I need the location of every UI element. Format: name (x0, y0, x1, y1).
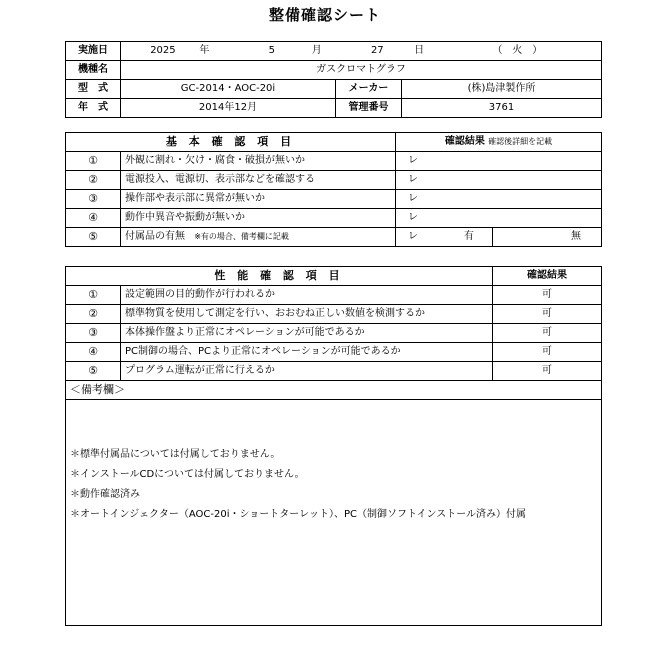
table-row (66, 171, 602, 190)
item-number: ② (66, 171, 121, 190)
accessory-note: ※有の場合、備考欄に記載 (194, 232, 289, 241)
table-row (66, 152, 602, 171)
performance-result-header: 確認結果 (493, 267, 602, 286)
item-text: 動作中異音や振動が無いか (121, 209, 396, 228)
performance-check-header: 性 能 確 認 項 目 (66, 267, 493, 286)
maker-label: メーカー (336, 80, 402, 99)
date-value (121, 42, 602, 61)
year-unit: 年 (199, 45, 210, 56)
remarks-header: ＜備考欄＞ (66, 381, 602, 400)
weekday-value: （ 火 ） (492, 45, 543, 56)
basic-result-label: 確認結果 (444, 136, 485, 147)
model-label: 機種名 (66, 61, 121, 80)
page-title: 整備確認シート (268, 6, 381, 24)
basic-result-note: 確認後詳細を記載 (488, 137, 553, 146)
item-text: 標準物質を使用して測定を行い、おおむね正しい数値を検測するか (121, 305, 493, 324)
item-result: レ (396, 190, 602, 209)
model-value: ガスクロマトグラフ (121, 61, 602, 80)
table-row (66, 190, 602, 209)
type-label: 型 式 (66, 80, 121, 99)
table-row (66, 343, 602, 362)
item-text: 設定範囲の目的動作が行われるか (121, 286, 493, 305)
accessory-text (121, 228, 396, 247)
table-row (66, 324, 602, 343)
table-row (66, 209, 602, 228)
item-number: ④ (66, 209, 121, 228)
table-row (66, 362, 602, 381)
year-made-row (66, 99, 602, 118)
item-result: レ (396, 152, 602, 171)
day-value: 27 (370, 45, 384, 56)
basic-check-table (65, 132, 602, 247)
accessory-label: 付属品の有無 (125, 231, 185, 242)
item-result: レ (396, 209, 602, 228)
type-value: GC-2014・AOC-20i (121, 80, 336, 99)
item-text: 外観に割れ・欠け・腐食・破損が無いか (121, 152, 396, 171)
item-number: ③ (66, 190, 121, 209)
performance-check-table (65, 266, 602, 626)
item-text: プログラム運転が正常に行えるか (121, 362, 493, 381)
item-number: ① (66, 286, 121, 305)
accessory-no: 無 (493, 228, 602, 247)
remarks-body-row (66, 400, 602, 626)
item-text: 操作部や表示部に異常が無いか (121, 190, 396, 209)
remark-line: ＊オートインジェクター（AOC-20i・ショートターレット）、PC（制御ソフトインストール済み）付属 (70, 509, 526, 520)
accessory-yes-cell (396, 228, 493, 247)
item-number: ④ (66, 343, 121, 362)
item-text: 本体操作盤より正常にオペレーションが可能であるか (121, 324, 493, 343)
date-label: 実施日 (66, 42, 121, 61)
item-number: ② (66, 305, 121, 324)
accessory-row (66, 228, 602, 247)
maker-value: (株)島津製作所 (402, 80, 602, 99)
remark-line: ＊インストールCDについては付属しておりません。 (70, 469, 305, 480)
basic-check-header: 基 本 確 認 項 目 (66, 133, 396, 152)
item-number: ⑤ (66, 362, 121, 381)
item-number: ① (66, 152, 121, 171)
item-result: レ (396, 171, 602, 190)
model-row (66, 61, 602, 80)
performance-header-row (66, 267, 602, 286)
month-value: 5 (268, 45, 275, 56)
info-table (65, 41, 602, 118)
remarks-header-row (66, 381, 602, 400)
item-result: 可 (493, 305, 602, 324)
item-text: 電源投入、電源切、表示部などを確認する (121, 171, 396, 190)
item-result: 可 (493, 286, 602, 305)
month-unit: 月 (311, 45, 322, 56)
remark-line: ＊動作確認済み (70, 489, 140, 500)
table-row (66, 286, 602, 305)
basic-result-header (396, 133, 602, 152)
remark-line: ＊標準付属品については付属しておりません。 (70, 449, 281, 460)
control-no-label: 管理番号 (336, 99, 402, 118)
basic-check-header-row (66, 133, 602, 152)
table-row (66, 305, 602, 324)
remarks-body (66, 400, 602, 626)
item-text: PC制御の場合、PCより正常にオペレーションが可能であるか (121, 343, 493, 362)
item-result: 可 (493, 324, 602, 343)
item-result: 可 (493, 343, 602, 362)
accessory-check: レ (408, 231, 418, 242)
item-number: ⑤ (66, 228, 121, 247)
date-row (66, 42, 602, 61)
year-made-value: 2014年12月 (121, 99, 336, 118)
day-unit: 日 (414, 45, 425, 56)
year-made-label: 年 式 (66, 99, 121, 118)
item-number: ③ (66, 324, 121, 343)
type-row (66, 80, 602, 99)
year-value: 2025 (150, 45, 176, 56)
accessory-yes: 有 (464, 231, 474, 242)
item-result: 可 (493, 362, 602, 381)
control-no-value: 3761 (402, 99, 602, 118)
